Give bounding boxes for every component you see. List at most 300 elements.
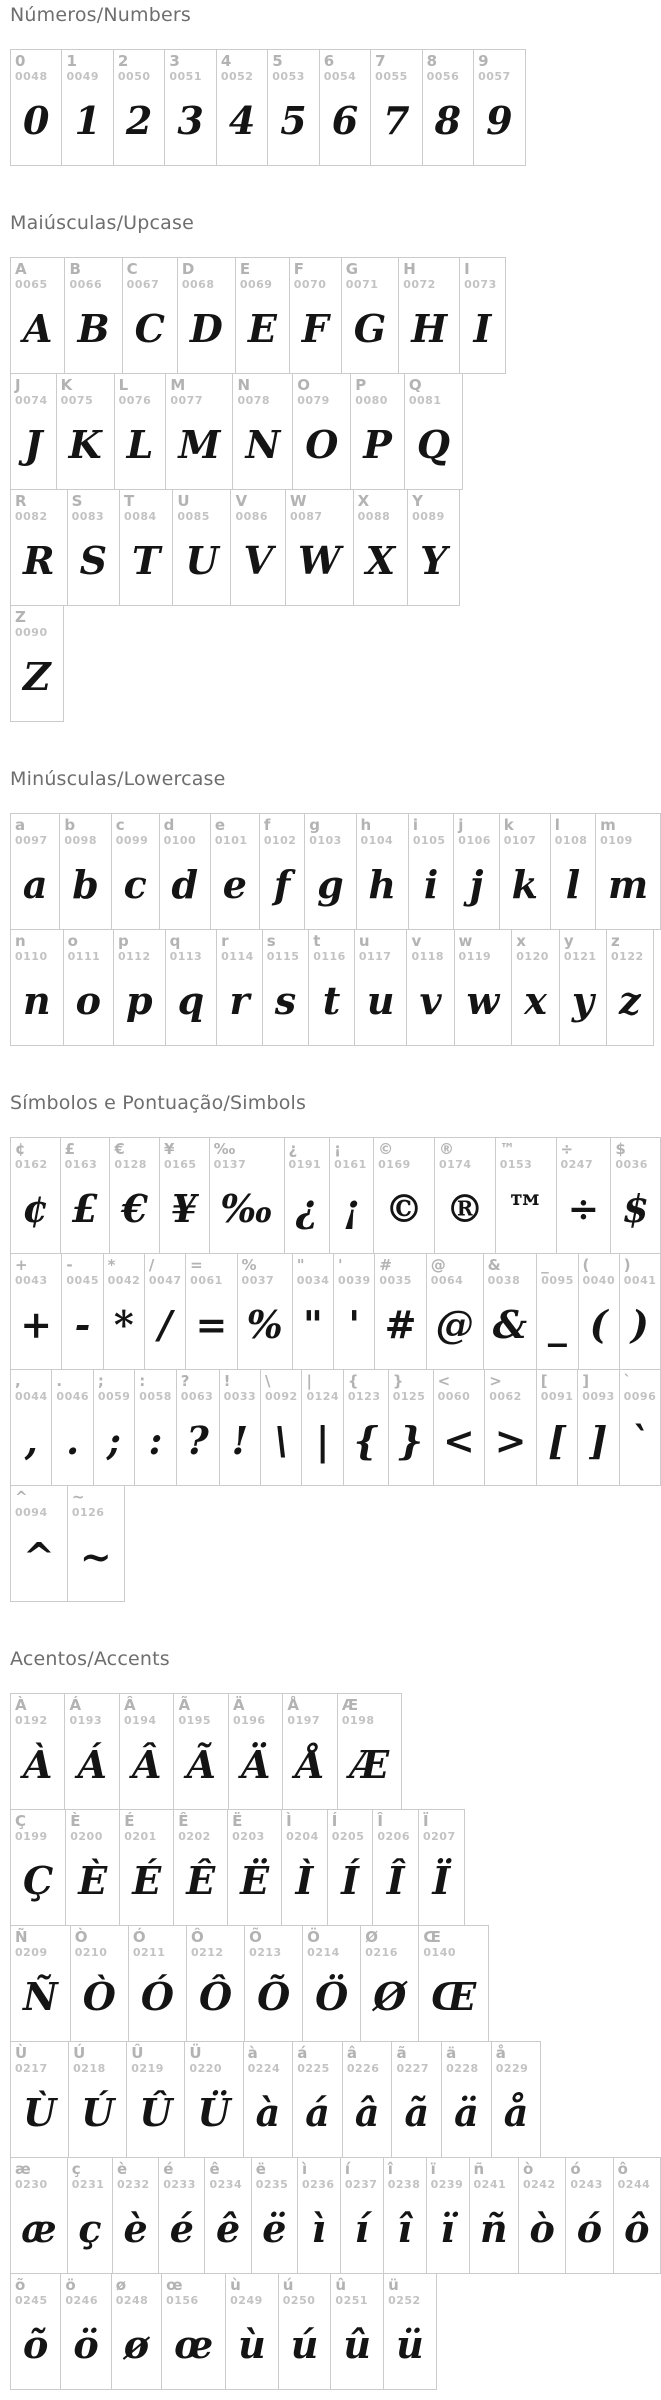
glyph-cell-rendered-glyph: Ì [295, 1857, 314, 1903]
glyph-cell [606, 929, 654, 1046]
glyph-cell-rendered-glyph: 3 [177, 97, 204, 143]
glyph-cell [10, 489, 68, 606]
glyph-cell-header [361, 1926, 418, 1961]
glyph-cell [434, 1137, 496, 1254]
glyph-cell-rendered-glyph: ë [262, 2205, 287, 2251]
glyph-cell-rendered-glyph: Ò [82, 1973, 116, 2019]
glyph-cell-header [596, 814, 660, 849]
glyph-cell-rendered-glyph: è [123, 2205, 148, 2251]
glyph-cell [185, 1253, 237, 1370]
section-title: Acentos/Accents [10, 1648, 170, 1670]
glyph-cell-reference-character: Õ [249, 1928, 262, 1946]
glyph-cell [10, 1925, 71, 2042]
glyph-cell-rendered-glyph: å [503, 2089, 529, 2135]
glyph-cell [65, 1809, 120, 1926]
glyph-cell-reference-character: ú [282, 2276, 294, 2294]
glyph-cell-code: 0207 [423, 1830, 456, 1844]
glyph-cell [119, 489, 173, 606]
glyph-cell-reference-character: ' [338, 1256, 343, 1274]
glyph-cell-reference-character: Ç [15, 1812, 27, 1830]
glyph-cell-reference-character: ¥ [163, 1140, 175, 1158]
glyph-cell-code: 0174 [438, 1158, 472, 1172]
glyph-cell-code: 0116 [313, 950, 346, 964]
glyph-cell [10, 1369, 52, 1486]
glyph-cell-reference-character: ò [522, 2160, 534, 2178]
glyph-cell-rendered-glyph: { [353, 1417, 379, 1463]
glyph-cell [119, 1809, 174, 1926]
glyph-cell [159, 813, 211, 930]
glyph-cell-rendered-glyph: ù [238, 2321, 266, 2367]
glyph-cell-header [57, 374, 114, 409]
glyph-cell-reference-character: Ì [286, 1812, 292, 1830]
glyph-cell-reference-character: h [360, 816, 372, 834]
glyph-cell-code: 0125 [392, 1390, 426, 1404]
glyph-cell-rendered-glyph: æ [21, 2205, 57, 2251]
glyph-cell-header [302, 1370, 342, 1405]
glyph-cell-header [320, 50, 370, 85]
glyph-cell-reference-character: } [392, 1372, 404, 1390]
glyph-cell-header [374, 1138, 434, 1173]
glyph-cell-rendered-glyph: í [354, 2205, 369, 2251]
glyph-cell-header [427, 2158, 469, 2193]
glyph-cell-header [392, 2042, 441, 2077]
glyph-cell [292, 373, 351, 490]
glyph-cell-reference-character: Ü [189, 2044, 202, 2062]
glyph-cell-rendered-glyph: 1 [74, 97, 101, 143]
glyph-cell-code: 0050 [117, 70, 151, 84]
glyph-cell-header [229, 1694, 282, 1729]
glyph-cell-header [186, 1254, 236, 1289]
glyph-cell-reference-character: f [263, 816, 271, 834]
glyph-cell-code: 0062 [489, 1390, 522, 1404]
glyph-cell-code: 0036 [615, 1158, 648, 1172]
glyph-cell-header [334, 1254, 374, 1289]
glyph-cell-header [409, 814, 453, 849]
glyph-cell-header [120, 490, 172, 525]
glyph-cell-rendered-glyph: . [66, 1417, 80, 1463]
glyph-cell [595, 813, 661, 930]
glyph-cell-code: 0054 [323, 70, 357, 84]
glyph-cell-header [512, 930, 559, 965]
glyph-cell-code: 0249 [230, 2294, 263, 2308]
glyph-cell [128, 1925, 187, 2042]
glyph-cell-header [286, 490, 353, 525]
glyph-cell-header [52, 1370, 92, 1405]
glyph-cell-reference-character: T [124, 492, 135, 510]
glyph-cell-rendered-glyph: ! [231, 1417, 249, 1463]
glyph-cell-reference-character: > [489, 1372, 502, 1390]
glyph-cell-code: 0088 [357, 510, 391, 524]
glyph-cell-reference-character: û [335, 2276, 347, 2294]
glyph-cell-reference-character: # [379, 1256, 392, 1274]
glyph-cell-header [104, 1254, 144, 1289]
glyph-cell-header [496, 1138, 556, 1173]
glyph-cell-reference-character: ü [388, 2276, 399, 2294]
glyph-cell [161, 2273, 226, 2390]
glyph-cell-code: 0083 [71, 510, 105, 524]
glyph-cell-header [115, 374, 166, 409]
glyph-cell-code: 0100 [163, 834, 197, 848]
glyph-cell-reference-character: k [503, 816, 514, 834]
glyph-cell [282, 1693, 337, 1810]
glyph-cell-header [11, 814, 59, 849]
glyph-cell-rendered-glyph: o [75, 977, 101, 1023]
glyph-cell-reference-character: & [487, 1256, 501, 1274]
glyph-cell-reference-character: a [15, 816, 26, 834]
glyph-cell-rendered-glyph: Y [420, 537, 448, 583]
glyph-cell [10, 1137, 61, 1254]
glyph-cell-rendered-glyph: ¡ [343, 1185, 360, 1231]
glyph-cell-reference-character: S [71, 492, 83, 510]
glyph-cell [370, 49, 422, 166]
glyph-cell-rendered-glyph: x [524, 977, 547, 1023]
glyph-cell [230, 489, 285, 606]
glyph-cell-code: 0229 [495, 2062, 529, 2076]
glyph-cell-header [500, 814, 550, 849]
glyph-cell-reference-character: ç [71, 2160, 81, 2178]
glyph-cell-code: 0078 [237, 394, 271, 408]
glyph-cell-code: 0194 [123, 1714, 157, 1728]
glyph-cell-code: 0087 [289, 510, 323, 524]
glyph-cell-reference-character: Á [69, 1696, 82, 1714]
glyph-cell-header [260, 814, 304, 849]
glyph-cell-header [127, 2042, 184, 2077]
glyph-cell-code: 0045 [66, 1274, 99, 1288]
glyph-cell-code: 0156 [166, 2294, 199, 2308]
glyph-cell-reference-character: ! [223, 1372, 231, 1390]
glyph-cell-reference-character: V [235, 492, 248, 510]
glyph-cell-code: 0103 [309, 834, 342, 848]
glyph-cell-code: 0038 [487, 1274, 521, 1288]
glyph-cell-code: 0202 [178, 1830, 211, 1844]
glyph-cell-reference-character: 5 [272, 52, 283, 70]
glyph-cell-rendered-glyph: ó [576, 2205, 603, 2251]
glyph-cell-reference-character: G [345, 260, 359, 278]
glyph-cell-rendered-glyph: ç [78, 2205, 102, 2251]
glyph-cell-rendered-glyph: ; [107, 1417, 122, 1463]
glyph-cell-rendered-glyph: ^ [23, 1533, 55, 1579]
glyph-cell [67, 2157, 113, 2274]
glyph-cell-rendered-glyph: ' [348, 1301, 360, 1347]
glyph-cell-rendered-glyph: N [245, 421, 281, 467]
glyph-cell-code: 0065 [15, 278, 48, 292]
glyph-cell-code: 0220 [189, 2062, 223, 2076]
glyph-cell [406, 929, 454, 1046]
glyph-cell-rendered-glyph: a [22, 861, 48, 907]
glyph-cell-code: 0110 [15, 950, 48, 964]
glyph-cell-header [268, 50, 318, 85]
glyph-cell-reference-character: C [126, 260, 138, 278]
glyph-cell-code: 0074 [15, 394, 48, 408]
glyph-cell-header [11, 258, 64, 293]
glyph-cell-header [11, 1138, 60, 1173]
glyph-cell-code: 0233 [163, 2178, 196, 2192]
glyph-cell [578, 1253, 620, 1370]
glyph-cell-code: 0113 [169, 950, 203, 964]
glyph-cell-reference-character: Ä [232, 1696, 245, 1714]
glyph-cell-header [68, 1486, 124, 1521]
glyph-cell [216, 49, 268, 166]
glyph-cell-code: 0118 [411, 950, 445, 964]
glyph-cell-code: 0097 [15, 834, 48, 848]
glyph-cell-code: 0169 [378, 1158, 411, 1172]
glyph-cell-header [384, 2274, 436, 2309]
glyph-cell [483, 1253, 538, 1370]
glyph-cell-code: 0204 [286, 1830, 319, 1844]
glyph-cell-reference-character: 3 [169, 52, 180, 70]
glyph-cell-rendered-glyph: # [384, 1301, 417, 1347]
glyph-cell-code: 0211 [132, 1946, 166, 1960]
glyph-row [10, 1693, 661, 1810]
glyph-cell-header [283, 1694, 336, 1729]
glyph-cell [441, 2041, 492, 2158]
glyph-cell-reference-character: Î [377, 1812, 383, 1830]
glyph-cell-header [252, 2158, 297, 2193]
glyph-cell-rendered-glyph: c [123, 861, 147, 907]
glyph-cell-header [557, 1138, 611, 1173]
glyph-cell [342, 2041, 393, 2158]
glyph-cell-code: 0104 [360, 834, 394, 848]
glyph-cell [407, 489, 460, 606]
glyph-cell [210, 813, 260, 930]
glyph-cell-header [375, 1254, 425, 1289]
glyph-cell-rendered-glyph: ì [311, 2205, 327, 2251]
glyph-cell-code: 0040 [582, 1274, 616, 1288]
glyph-cell-header [342, 258, 398, 293]
glyph-cell-reference-character: @ [430, 1256, 446, 1274]
glyph-cell [304, 813, 356, 930]
glyph-cell-reference-character: j [458, 816, 464, 834]
glyph-cell-rendered-glyph: 9 [486, 97, 513, 143]
glyph-cell-rendered-glyph: € [121, 1185, 148, 1231]
glyph-cell [559, 929, 607, 1046]
glyph-cell-code: 0242 [522, 2178, 556, 2192]
glyph-cell-code: 0235 [255, 2178, 289, 2192]
glyph-cell-code: 0039 [338, 1274, 371, 1288]
glyph-cell-code: 0094 [15, 1506, 48, 1520]
glyph-cell-reference-character: Ø [365, 1928, 379, 1946]
glyph-cell [454, 929, 513, 1046]
glyph-cell-code: 0109 [600, 834, 633, 848]
glyph-cell-rendered-glyph: ( [589, 1301, 608, 1347]
glyph-cell-code: 0101 [214, 834, 248, 848]
glyph-cell-reference-character: - [66, 1256, 73, 1274]
glyph-cell-reference-character: u [358, 932, 370, 950]
glyph-cell-rendered-glyph: H [411, 305, 448, 351]
glyph-cell-code: 0033 [223, 1390, 257, 1404]
glyph-cell-header [166, 374, 232, 409]
glyph-cell-reference-character: ù [230, 2276, 241, 2294]
glyph-cell [565, 2157, 613, 2274]
glyph-cell [619, 1253, 661, 1370]
glyph-cell-header [129, 1926, 186, 1961]
glyph-cell-header [11, 2158, 67, 2193]
glyph-cell-reference-character: F [293, 260, 305, 278]
glyph-cell [237, 1253, 293, 1370]
glyph-cell [383, 2273, 437, 2390]
glyph-cell-header [110, 1138, 159, 1173]
glyph-cell-rendered-glyph: ä [454, 2089, 479, 2135]
glyph-cell-code: 0084 [124, 510, 157, 524]
glyph-cell-rendered-glyph: À [23, 1741, 53, 1787]
glyph-cell-header [66, 1810, 119, 1845]
glyph-cell-header [68, 2158, 112, 2193]
glyph-cell-reference-character: w [458, 932, 473, 950]
glyph-cell-reference-character: 0 [15, 52, 26, 70]
glyph-cell-header [217, 50, 267, 85]
glyph-cell-code: 0043 [15, 1274, 48, 1288]
glyph-row [10, 2273, 661, 2390]
glyph-cell-reference-character: ¡ [334, 1140, 341, 1158]
glyph-cell [60, 1137, 111, 1254]
glyph-cell-rendered-glyph: w [466, 977, 500, 1023]
glyph-row [10, 1253, 661, 1370]
glyph-cell-reference-character: È [70, 1812, 81, 1830]
glyph-cell-code: 0034 [296, 1274, 330, 1288]
glyph-cell-code: 0058 [139, 1390, 172, 1404]
glyph-cell [577, 1369, 619, 1486]
glyph-cell-header [185, 2042, 242, 2077]
glyph-cell [113, 929, 166, 1046]
glyph-cell-code: 0099 [115, 834, 149, 848]
glyph-cell-reference-character: Ï [423, 1812, 429, 1830]
glyph-cell-rendered-glyph: œ [174, 2321, 214, 2367]
glyph-cell-rendered-glyph: Õ [257, 1973, 291, 2019]
glyph-cell [372, 1809, 419, 1926]
glyph-cell-reference-character: æ [15, 2160, 31, 2178]
glyph-cell-rendered-glyph: " [303, 1301, 323, 1347]
glyph-cell-reference-character: © [378, 1140, 394, 1158]
glyph-cell-code: 0092 [265, 1390, 298, 1404]
glyph-cell-rendered-glyph: £ [71, 1185, 99, 1231]
glyph-cell-rendered-glyph: Á [77, 1741, 107, 1787]
glyph-cell-code: 0236 [301, 2178, 335, 2192]
glyph-cell-rendered-glyph: ñ [479, 2205, 508, 2251]
glyph-cell-header [233, 374, 292, 409]
glyph-cell-reference-character: t [313, 932, 321, 950]
glyph-cell-code: 0059 [97, 1390, 131, 1404]
glyph-cell-reference-character: m [600, 816, 616, 834]
glyph-cell-rendered-glyph: % [246, 1301, 283, 1347]
glyph-cell-reference-character: / [148, 1256, 155, 1274]
glyph-cell-rendered-glyph: _ [547, 1301, 567, 1347]
glyph-cell-reference-character: ã [396, 2044, 407, 2062]
glyph-cell-code: 0243 [570, 2178, 603, 2192]
glyph-cell [243, 2041, 294, 2158]
glyph-cell-rendered-glyph: Ç [23, 1857, 54, 1903]
glyph-cell-reference-character: X [357, 492, 370, 510]
glyph-cell [111, 2273, 162, 2390]
glyph-cell [426, 1253, 484, 1370]
glyph-cell-rendered-glyph: â [354, 2089, 380, 2135]
glyph-cell [165, 929, 218, 1046]
glyph-cell-header [120, 1694, 173, 1729]
glyph-cell [422, 49, 474, 166]
glyph-cell-rendered-glyph: J [24, 421, 43, 467]
glyph-cell [112, 2157, 159, 2274]
glyph-cell-code: 0070 [293, 278, 327, 292]
glyph-cell-code: 0214 [307, 1946, 340, 1960]
glyph-cell-header [519, 2158, 565, 2193]
glyph-cell-header [455, 930, 512, 965]
glyph-cell-reference-character: 4 [220, 52, 232, 70]
glyph-cell-header [112, 2274, 161, 2309]
glyph-cell-header [244, 2042, 293, 2077]
glyph-section [10, 4, 661, 166]
glyph-cell-reference-character: ä [446, 2044, 457, 2062]
glyph-cell-code: 0089 [412, 510, 445, 524]
glyph-cell-code: 0231 [71, 2178, 105, 2192]
glyph-cell-header [160, 814, 210, 849]
glyph-cell-header [492, 2042, 541, 2077]
glyph-cell [301, 1369, 343, 1486]
glyph-cell-rendered-glyph: b [72, 861, 99, 907]
glyph-cell-reference-character: A [15, 260, 27, 278]
glyph-cell-rendered-glyph: n [23, 977, 51, 1023]
glyph-cell-header [94, 1370, 134, 1405]
glyph-cell-reference-character: î [387, 2160, 393, 2178]
glyph-cell-header [65, 258, 121, 293]
glyph-cell [10, 1485, 68, 1602]
glyph-cell-header [331, 2274, 383, 2309]
glyph-cell-reference-character: P [355, 376, 367, 394]
section-title: Minúsculas/Lowercase [10, 768, 226, 790]
glyph-cell-header [399, 258, 459, 293]
glyph-cell [278, 2273, 332, 2390]
glyph-cell [177, 257, 236, 374]
glyph-cell [67, 489, 120, 606]
glyph-cell [10, 1253, 62, 1370]
glyph-cell-header [71, 1926, 128, 1961]
glyph-cell-header [355, 930, 407, 965]
glyph-cell [227, 1809, 282, 1926]
glyph-cell-code: 0053 [272, 70, 305, 84]
glyph-cell-header [69, 2042, 126, 2077]
glyph-cell-reference-character: b [64, 816, 76, 834]
glyph-cell-code: 0126 [71, 1506, 105, 1520]
glyph-cell-code: 0206 [377, 1830, 410, 1844]
glyph-cell-code: 0080 [355, 394, 388, 408]
glyph-cell-header [113, 2158, 158, 2193]
glyph-cell-code: 0137 [213, 1158, 247, 1172]
glyph-cell-code: 0081 [408, 394, 442, 408]
glyph-cell-rendered-glyph: U [185, 537, 219, 583]
glyph-cell [67, 1485, 125, 1602]
glyph-cell-rendered-glyph: q [177, 977, 205, 1023]
glyph-cell [329, 1137, 374, 1254]
glyph-cell-reference-character: ô [617, 2160, 628, 2178]
glyph-row [10, 605, 661, 722]
glyph-cell-header [389, 1370, 433, 1405]
glyph-cell-rendered-glyph: $ [622, 1185, 649, 1231]
glyph-cell-reference-character: N [237, 376, 251, 394]
glyph-cell-reference-character: œ [166, 2276, 183, 2294]
glyph-cell-rendered-glyph: Ø [373, 1973, 407, 2019]
glyph-cell-reference-character: ï [430, 2160, 436, 2178]
glyph-cell-code: 0230 [15, 2178, 48, 2192]
glyph-cell-rendered-glyph: K [68, 421, 102, 467]
glyph-cell-code: 0238 [387, 2178, 421, 2192]
glyph-cell-reference-character: Ó [132, 1928, 146, 1946]
glyph-cell-header [135, 1370, 175, 1405]
glyph-cell-header [62, 50, 112, 85]
glyph-cell-reference-character: À [15, 1696, 27, 1714]
section-title: Símbolos e Pontuação/Simbols [10, 1092, 307, 1114]
glyph-cell-rendered-glyph: Ö [315, 1973, 349, 2019]
glyph-cell-reference-character: r [221, 932, 229, 950]
glyph-cell [383, 2157, 427, 2274]
glyph-cell-code: 0037 [241, 1274, 275, 1288]
